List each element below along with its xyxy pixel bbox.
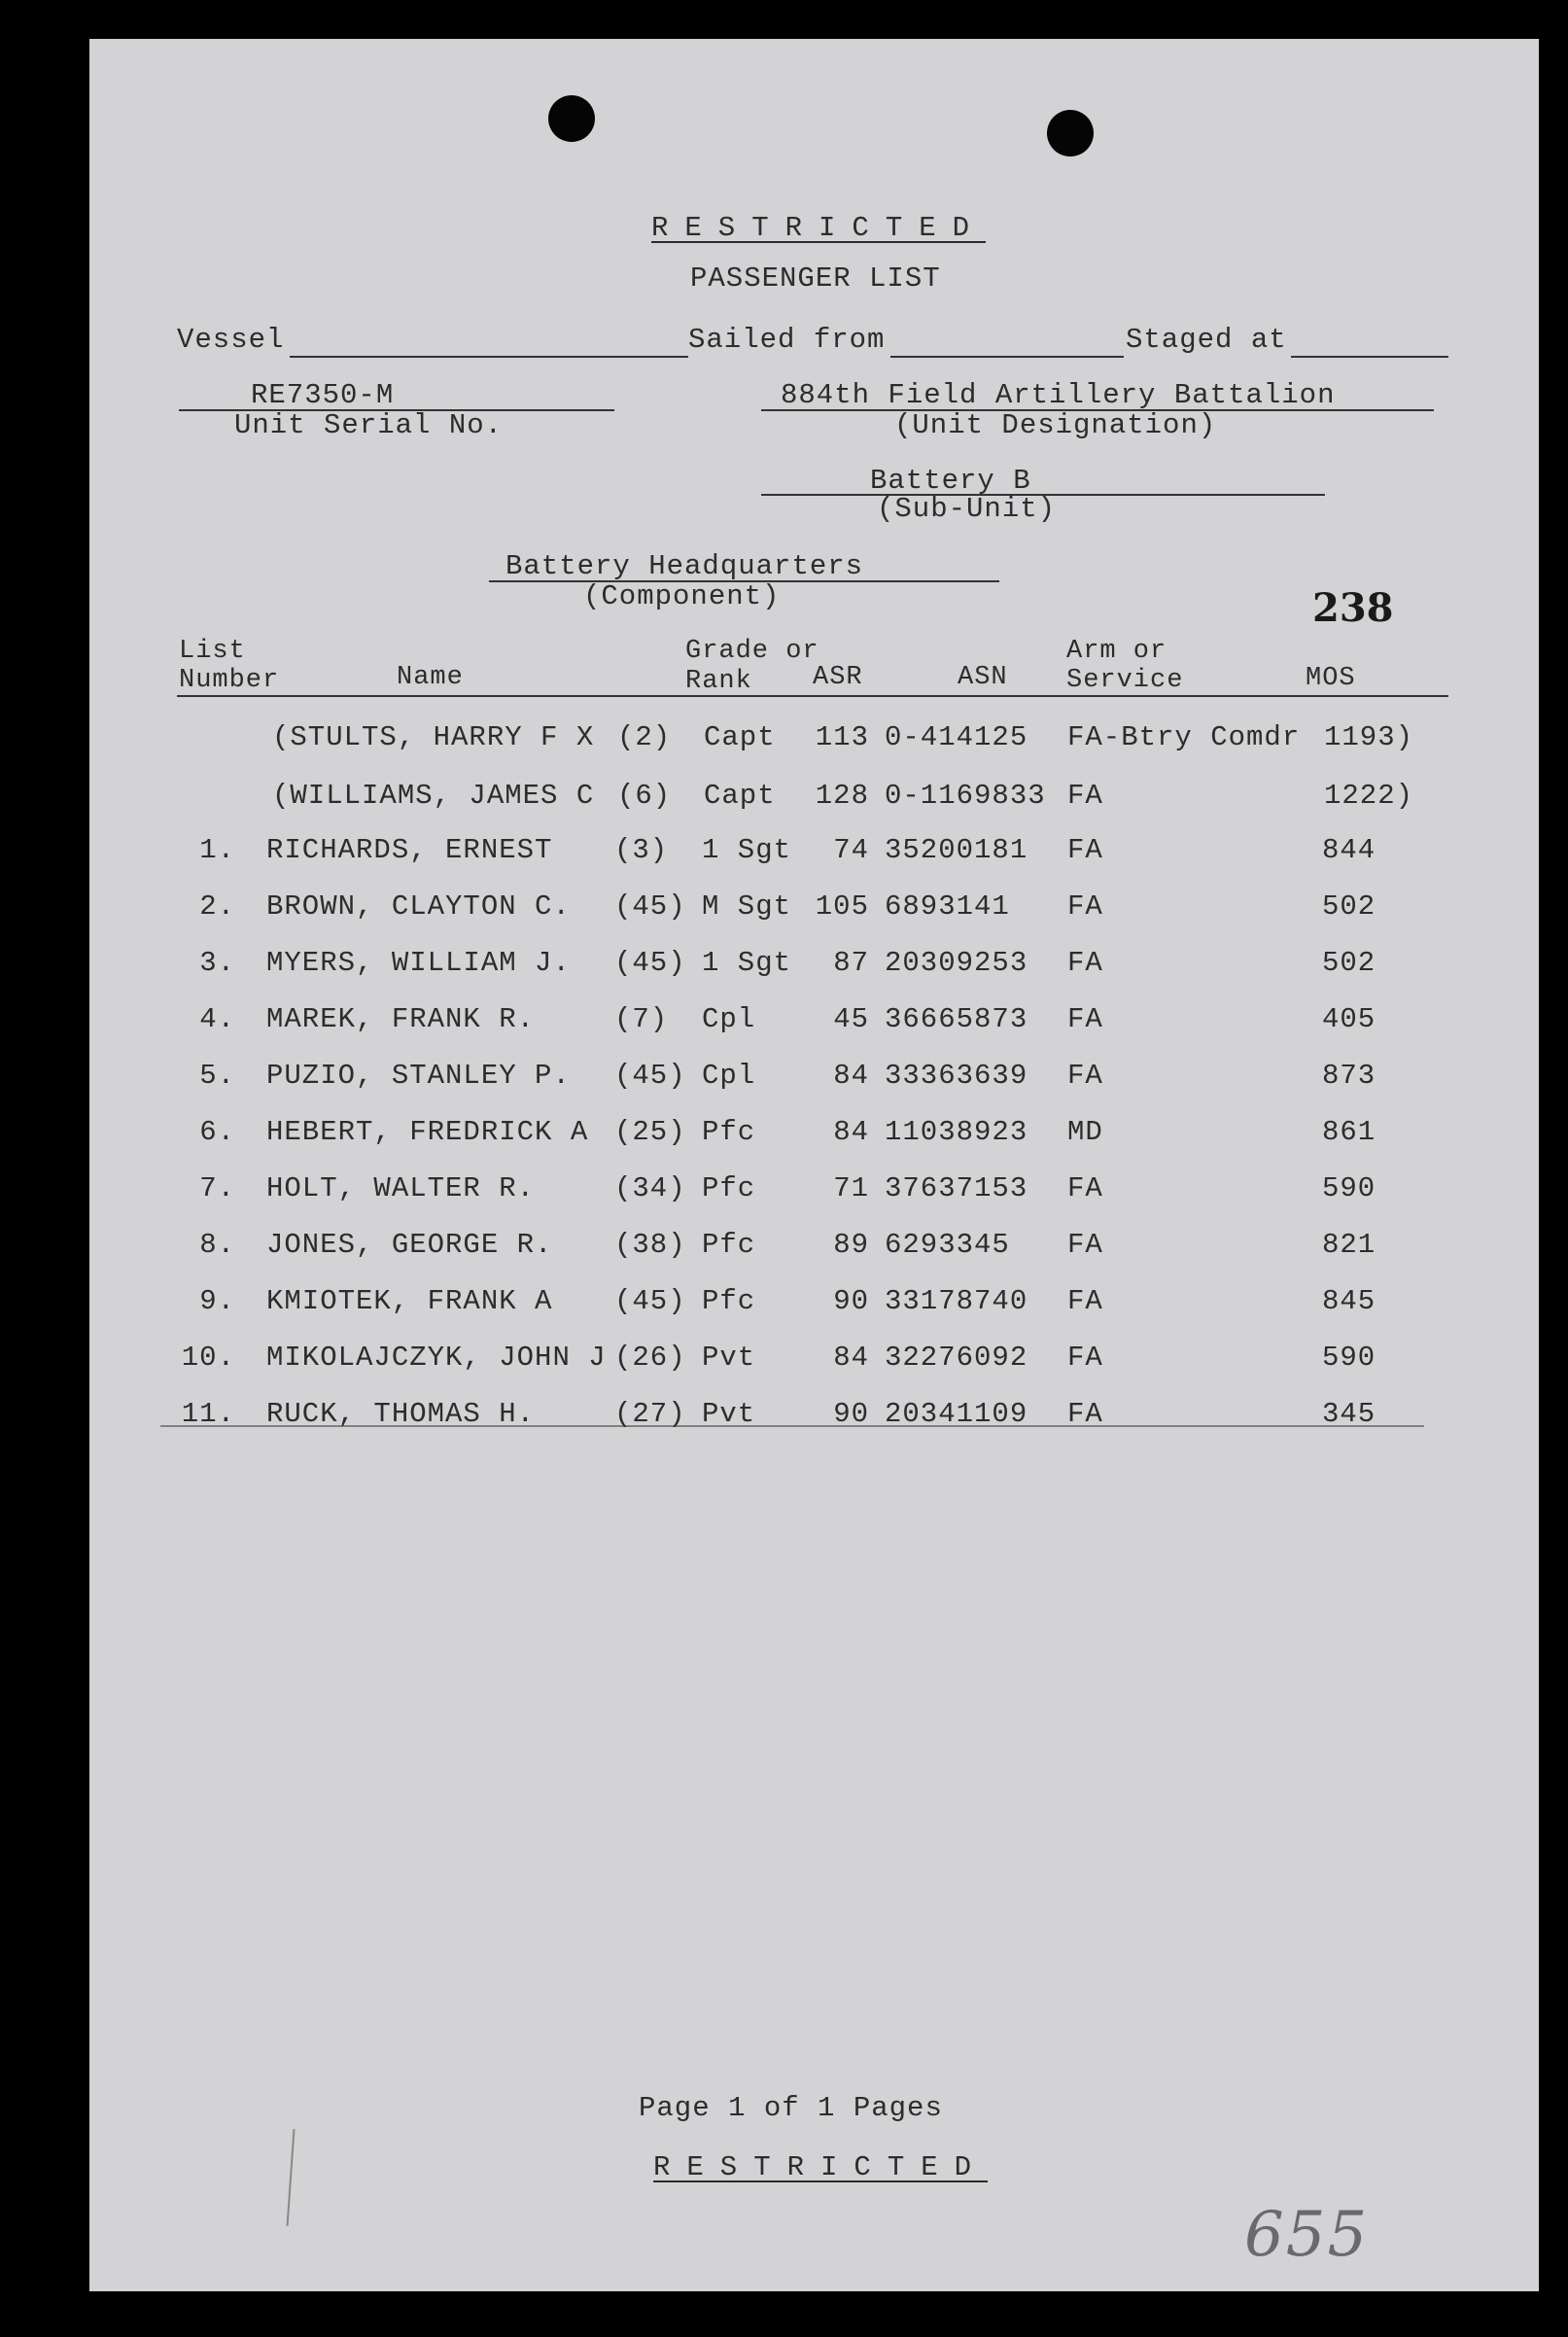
vessel-label: Vessel — [177, 324, 285, 356]
sub-unit-label: (Sub-Unit) — [877, 493, 1057, 525]
arm-cell: FA — [1067, 780, 1103, 812]
sailed-from-line — [890, 356, 1124, 358]
table-row — [0, 890, 1568, 929]
table-row — [0, 1229, 1568, 1268]
list-number-cell: 9. — [199, 1285, 235, 1317]
table-row — [0, 1116, 1568, 1155]
punch-hole-left — [548, 95, 595, 142]
table-row — [0, 1398, 1568, 1437]
mos-cell: 845 — [1322, 1285, 1376, 1317]
col-list-number-1: List — [179, 637, 246, 666]
sub-unit-value: Battery B — [870, 465, 1031, 497]
col-mos: MOS — [1306, 664, 1356, 693]
handwritten-number: 655 — [1244, 2199, 1370, 2271]
age-cell: (3) — [614, 834, 669, 866]
staged-at-line — [1291, 356, 1448, 358]
asn-cell: 0-414125 — [885, 721, 1028, 753]
asn-cell: 0-1169833 — [885, 780, 1046, 812]
asn-cell: 33363639 — [885, 1060, 1028, 1092]
list-number-cell: 3. — [199, 947, 235, 979]
name-cell: JONES, GEORGE R. — [266, 1229, 553, 1261]
mos-cell: 405 — [1322, 1003, 1376, 1035]
arm-cell: FA — [1067, 1060, 1103, 1092]
mos-cell: 345 — [1322, 1398, 1376, 1430]
table-row — [0, 1285, 1568, 1324]
col-grade-2: Rank — [685, 667, 752, 696]
age-cell: (38) — [614, 1229, 686, 1261]
age-cell: (45) — [614, 1060, 686, 1092]
asr-cell: 105 — [815, 890, 869, 923]
grade-cell: Pfc — [702, 1285, 756, 1317]
document-page — [89, 39, 1539, 2291]
classification-top: RESTRICTED — [651, 212, 987, 244]
unit-serial-value: RE7350-M — [251, 379, 395, 411]
asn-cell: 33178740 — [885, 1285, 1028, 1317]
asn-cell: 32276092 — [885, 1342, 1028, 1374]
name-cell: (WILLIAMS, JAMES C — [272, 780, 595, 812]
mos-cell: 844 — [1322, 834, 1376, 866]
col-list-number-2: Number — [179, 666, 280, 695]
list-number-cell: 6. — [199, 1116, 235, 1148]
age-cell: (45) — [614, 1285, 686, 1317]
col-asn: ASN — [958, 663, 1008, 692]
asr-cell: 90 — [833, 1285, 869, 1317]
table-row — [0, 1172, 1568, 1211]
asr-cell: 89 — [833, 1229, 869, 1261]
grade-cell: Cpl — [702, 1060, 756, 1092]
component-label: (Component) — [583, 580, 781, 612]
mos-cell: 1193) — [1324, 721, 1414, 753]
list-number-cell: 7. — [199, 1172, 235, 1204]
table-row — [0, 1342, 1568, 1380]
sailed-from-label: Sailed from — [688, 324, 886, 356]
arm-cell: FA — [1067, 1342, 1103, 1374]
col-asr: ASR — [813, 663, 863, 692]
name-cell: KMIOTEK, FRANK A — [266, 1285, 553, 1317]
asn-cell: 6293345 — [885, 1229, 1010, 1261]
grade-cell: Pfc — [702, 1116, 756, 1148]
asn-cell: 35200181 — [885, 834, 1028, 866]
name-cell: BROWN, CLAYTON C. — [266, 890, 571, 923]
asr-cell: 45 — [833, 1003, 869, 1035]
name-cell: PUZIO, STANLEY P. — [266, 1060, 571, 1092]
name-cell: MYERS, WILLIAM J. — [266, 947, 571, 979]
col-arm-2: Service — [1066, 666, 1184, 695]
age-cell: (27) — [614, 1398, 686, 1430]
grade-cell: Cpl — [702, 1003, 756, 1035]
name-cell: MIKOLAJCZYK, JOHN J — [266, 1342, 607, 1374]
table-row — [0, 780, 1568, 819]
table-row — [0, 1060, 1568, 1099]
document-title: PASSENGER LIST — [690, 262, 941, 295]
name-cell: HOLT, WALTER R. — [266, 1172, 536, 1204]
asn-cell: 36665873 — [885, 1003, 1028, 1035]
asr-cell: 84 — [833, 1060, 869, 1092]
col-arm-1: Arm or — [1066, 637, 1167, 666]
classification-bottom: RESTRICTED — [653, 2151, 989, 2183]
grade-cell: Pvt — [702, 1398, 756, 1430]
col-name: Name — [397, 663, 464, 692]
grade-cell: Capt — [704, 780, 776, 812]
list-number-cell: 10. — [181, 1342, 235, 1374]
table-row — [0, 1003, 1568, 1042]
list-number-cell: 11. — [181, 1398, 235, 1430]
arm-cell: FA — [1067, 890, 1103, 923]
asr-cell: 84 — [833, 1342, 869, 1374]
asn-cell: 37637153 — [885, 1172, 1028, 1204]
stamped-number: 238 — [1312, 585, 1394, 631]
asr-cell: 113 — [815, 721, 869, 753]
list-number-cell: 2. — [199, 890, 235, 923]
age-cell: (25) — [614, 1116, 686, 1148]
arm-cell: FA — [1067, 1285, 1103, 1317]
grade-cell: 1 Sgt — [702, 947, 792, 979]
arm-cell: FA — [1067, 947, 1103, 979]
col-grade-1: Grade or — [685, 637, 819, 666]
unit-designation-value: 884th Field Artillery Battalion — [781, 379, 1336, 411]
name-cell: (STULTS, HARRY F X — [272, 721, 595, 753]
name-cell: RICHARDS, ERNEST — [266, 834, 553, 866]
grade-cell: M Sgt — [702, 890, 792, 923]
grade-cell: Pvt — [702, 1342, 756, 1374]
list-number-cell: 8. — [199, 1229, 235, 1261]
mos-cell: 861 — [1322, 1116, 1376, 1148]
table-row — [0, 834, 1568, 873]
page-count: Page 1 of 1 Pages — [639, 2092, 943, 2124]
age-cell: (45) — [614, 890, 686, 923]
table-row — [0, 721, 1568, 760]
header-rule — [177, 695, 1448, 697]
table-row — [0, 947, 1568, 986]
grade-cell: Capt — [704, 721, 776, 753]
list-number-cell: 4. — [199, 1003, 235, 1035]
asr-cell: 87 — [833, 947, 869, 979]
arm-cell: FA-Btry Comdr — [1067, 721, 1301, 753]
asn-cell: 11038923 — [885, 1116, 1028, 1148]
age-cell: (7) — [614, 1003, 669, 1035]
asn-cell: 20309253 — [885, 947, 1028, 979]
asr-cell: 84 — [833, 1116, 869, 1148]
arm-cell: FA — [1067, 1003, 1103, 1035]
strike-line — [160, 1425, 1424, 1427]
staged-at-label: Staged at — [1126, 324, 1287, 356]
asr-cell: 71 — [833, 1172, 869, 1204]
grade-cell: 1 Sgt — [702, 834, 792, 866]
age-cell: (45) — [614, 947, 686, 979]
grade-cell: Pfc — [702, 1172, 756, 1204]
name-cell: MAREK, FRANK R. — [266, 1003, 536, 1035]
mos-cell: 590 — [1322, 1172, 1376, 1204]
asr-cell: 128 — [815, 780, 869, 812]
mos-cell: 502 — [1322, 947, 1376, 979]
mos-cell: 821 — [1322, 1229, 1376, 1261]
component-value: Battery Headquarters — [505, 550, 864, 582]
age-cell: (2) — [617, 721, 672, 753]
mos-cell: 873 — [1322, 1060, 1376, 1092]
vessel-line — [290, 356, 688, 358]
unit-designation-label: (Unit Designation) — [894, 409, 1217, 441]
arm-cell: FA — [1067, 1172, 1103, 1204]
name-cell: HEBERT, FREDRICK A — [266, 1116, 589, 1148]
arm-cell: MD — [1067, 1116, 1103, 1148]
name-cell: RUCK, THOMAS H. — [266, 1398, 536, 1430]
list-number-cell: 1. — [199, 834, 235, 866]
unit-serial-label: Unit Serial No. — [234, 409, 504, 441]
arm-cell: FA — [1067, 1229, 1103, 1261]
arm-cell: FA — [1067, 1398, 1103, 1430]
mos-cell: 502 — [1322, 890, 1376, 923]
arm-cell: FA — [1067, 834, 1103, 866]
age-cell: (26) — [614, 1342, 686, 1374]
mos-cell: 1222) — [1324, 780, 1414, 812]
age-cell: (6) — [617, 780, 672, 812]
asn-cell: 6893141 — [885, 890, 1010, 923]
asr-cell: 74 — [833, 834, 869, 866]
grade-cell: Pfc — [702, 1229, 756, 1261]
asr-cell: 90 — [833, 1398, 869, 1430]
mos-cell: 590 — [1322, 1342, 1376, 1374]
punch-hole-right — [1047, 110, 1094, 157]
asn-cell: 20341109 — [885, 1398, 1028, 1430]
age-cell: (34) — [614, 1172, 686, 1204]
list-number-cell: 5. — [199, 1060, 235, 1092]
